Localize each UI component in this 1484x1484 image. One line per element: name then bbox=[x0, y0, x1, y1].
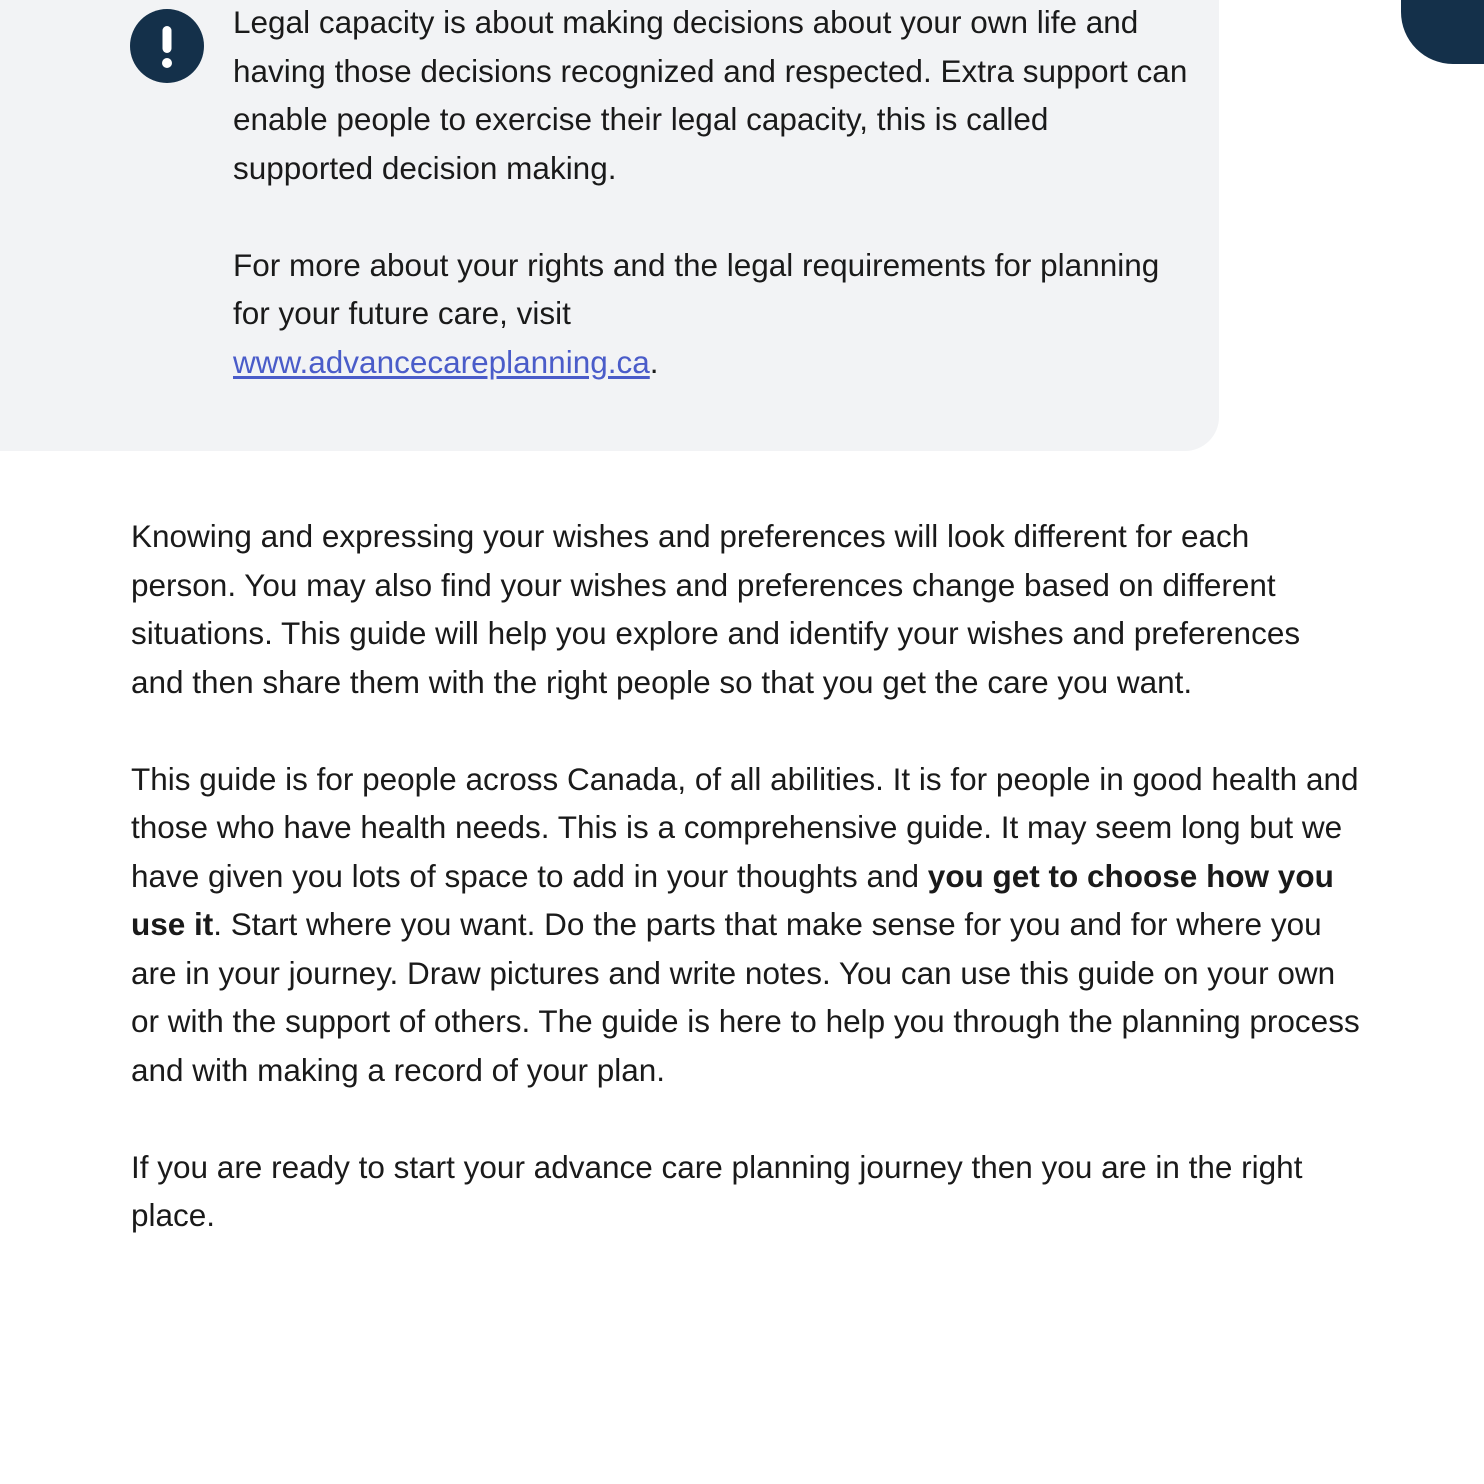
callout-paragraph: Legal capacity is about making decisions about your own life and having those decisions recognized and respected. Extra support can enable people to exercise their legal capacity, this is called supported decision making. bbox=[233, 4, 1188, 186]
main-body bbox=[131, 512, 1361, 1240]
body-paragraph-guide-end: . Start where you want. Do the parts that make sense for you and for where you are in your journey. Draw pictures and write notes. You can use this guide on your own or with the support of others. The guide is here to help you through the planning process and with making a record of your plan. bbox=[131, 906, 1360, 1088]
body-paragraph-wishes: Knowing and expressing your wishes and preferences will look different for each person. You may also find your wishes and preferences change based on different situations. This guide will help you explore and identify your wishes and preferences and then share them with the right people so that you get the care you want. bbox=[131, 518, 1301, 700]
info-callout bbox=[0, 0, 1219, 451]
body-paragraph-guide-emphasis: you get to choose how you use it bbox=[131, 857, 1334, 942]
callout-text bbox=[233, 0, 1193, 386]
body-paragraph-guide bbox=[131, 755, 1361, 1095]
link-suffix: . bbox=[649, 343, 659, 380]
body-paragraph-guide-start: This guide is for people across Canada, of all abilities. It is for people in good health and those who have health needs. This is a comprehensive guide. It may seem long but we have given you lots of space to add in your thoughts and bbox=[131, 760, 1359, 894]
advance-care-planning-link[interactable]: www.advancecareplanning.ca bbox=[233, 343, 650, 380]
body-paragraph-ready: If you are ready to start your advance care planning journey then you are in the right place. bbox=[131, 1148, 1303, 1233]
corner-tab-decoration bbox=[1401, 0, 1484, 64]
callout-paragraph-lead: For more about your rights and the legal requirements for planning for your future care, visit bbox=[233, 246, 1160, 331]
exclamation-icon bbox=[130, 9, 204, 83]
callout-paragraph-rights bbox=[233, 241, 1193, 387]
